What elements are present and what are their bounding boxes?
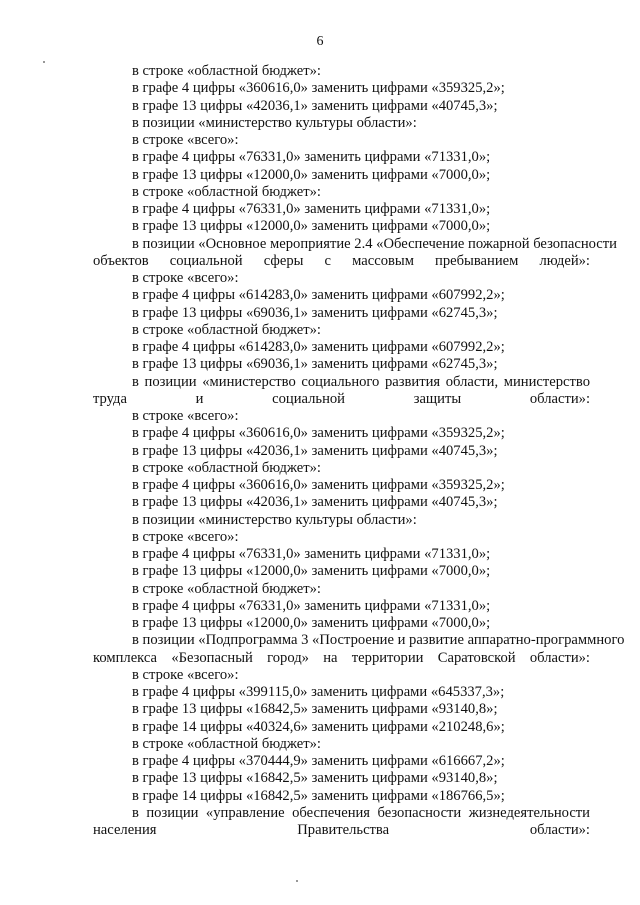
text-line: в строке «областной бюджет»: (132, 321, 321, 338)
text-line: в графе 13 цифры «69036,1» заменить цифрами «62745,3»; (132, 356, 498, 373)
text-line: в графе 4 цифры «76331,0» заменить цифрами «71331,0»; (132, 597, 491, 614)
text-line: в строке «всего»: (132, 528, 239, 545)
text-line: в строке «всего»: (132, 270, 239, 286)
text-line: в графе 4 цифры «614283,0» заменить цифрами «607992,2»; (132, 287, 505, 304)
text-line: в графе 13 цифры «42036,1» заменить цифрами «40745,3»; (132, 494, 498, 511)
text-line: в строке «областной бюджет»: (132, 459, 321, 476)
text-line: в позиции «министерство социального развития области, министерство (132, 373, 590, 390)
text-line: труда и социальной защиты области»: (93, 390, 590, 407)
text-line: в строке «областной бюджет»: (132, 580, 321, 597)
text-line: в позиции «министерство культуры области»: (132, 114, 417, 131)
text-line: в графе 4 цифры «614283,0» заменить цифрами «607992,2»; (132, 339, 505, 355)
text-line: в графе 13 цифры «42036,1» заменить цифрами «40745,3»; (132, 442, 498, 459)
text-line: в позиции «Подпрограмма 3 «Построение и развитие аппаратно-программного (132, 632, 625, 649)
text-line: в позиции «министерство культуры области»: (132, 511, 417, 528)
text-line: в строке «всего»: (132, 666, 239, 683)
text-line: в позиции «Основное мероприятие 2.4 «Обеспечение пожарной безопасности (132, 235, 617, 252)
text-line: в графе 4 цифры «370444,9» заменить цифрами «616667,2»; (132, 753, 505, 769)
text-line: в графе 13 цифры «12000,0» заменить цифрами «7000,0»; (132, 563, 491, 580)
text-line: в графе 4 цифры «76331,0» заменить цифрами «71331,0»; (132, 149, 491, 166)
text-line: в графе 14 цифры «40324,6» заменить цифрами «210248,6»; (132, 718, 505, 735)
text-line: в графе 4 цифры «76331,0» заменить цифрами «71331,0»; (132, 546, 491, 562)
text-line: комплекса «Безопасный город» на территории Саратовской области»: (93, 649, 590, 666)
text-line: в графе 13 цифры «12000,0» заменить цифрами «7000,0»; (132, 615, 491, 631)
text-line: населения Правительства области»: (93, 822, 590, 838)
text-line: в графе 13 цифры «16842,5» заменить цифрами «93140,8»; (132, 701, 498, 718)
text-line: в строке «областной бюджет»: (132, 735, 321, 752)
text-line: в графе 13 цифры «42036,1» заменить цифрами «40745,3»; (132, 97, 498, 114)
text-line: в графе 4 цифры «76331,0» заменить цифрами «71331,0»; (132, 201, 491, 217)
text-line: в графе 13 цифры «12000,0» заменить цифрами «7000,0»; (132, 166, 491, 183)
text-line: в графе 4 цифры «360616,0» заменить цифрами «359325,2»; (132, 425, 505, 442)
text-line: в графе 4 цифры «399115,0» заменить цифрами «645337,3»; (132, 684, 505, 700)
text-line: в строке «всего»: (132, 408, 239, 424)
scan-speck (296, 880, 298, 882)
text-line: в графе 4 цифры «360616,0» заменить цифрами «359325,2»; (132, 80, 505, 97)
text-line: в строке «всего»: (132, 132, 239, 148)
text-line: в строке «областной бюджет»: (132, 63, 321, 79)
text-line: в графе 13 цифры «12000,0» заменить цифрами «7000,0»; (132, 218, 491, 235)
page-number: 6 (316, 34, 324, 49)
text-line: в графе 14 цифры «16842,5» заменить цифрами «186766,5»; (132, 787, 505, 804)
scan-speck (43, 61, 45, 63)
text-line: в позиции «управление обеспечения безопасности жизнедеятельности (132, 804, 590, 821)
text-line: в графе 13 цифры «16842,5» заменить цифрами «93140,8»; (132, 770, 498, 787)
text-line: в строке «областной бюджет»: (132, 183, 321, 200)
document-body (93, 63, 625, 839)
text-line: объектов социальной сферы с массовым пребыванием людей»: (93, 252, 590, 269)
text-line: в графе 4 цифры «360616,0» заменить цифрами «359325,2»; (132, 477, 505, 493)
text-line: в графе 13 цифры «69036,1» заменить цифрами «62745,3»; (132, 304, 498, 321)
